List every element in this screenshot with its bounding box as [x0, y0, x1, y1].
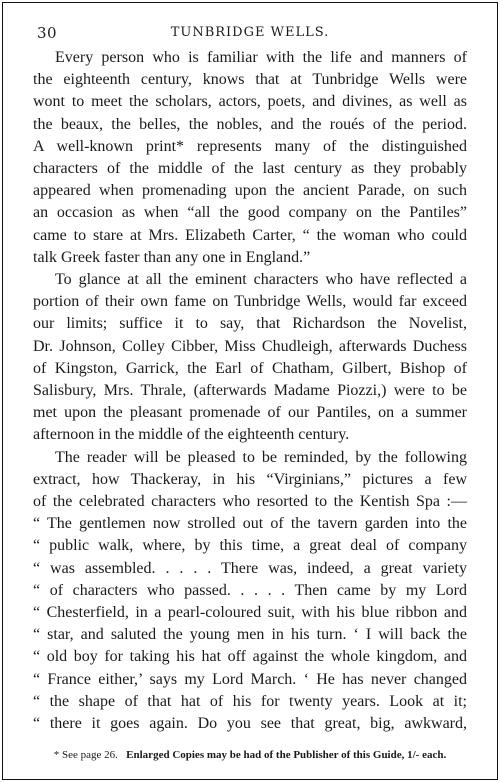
quote-line: “ France either,’ says my Lord March. ‘ He has never changed — [33, 670, 467, 688]
quote-line: “ there it goes again. Do you see that great, big, awkward, — [33, 715, 467, 733]
quote-line: “ of characters who passed. . . . . Then came by my Lord — [33, 581, 467, 599]
text-line: an occasion as when “all the good company on the Pantiles” — [33, 204, 467, 222]
text-line: afternoon in the middle of the eighteenth century. — [33, 426, 350, 444]
footnote-marker: * See page 26. — [53, 749, 118, 761]
footnote-text: Enlarged Copies may be had of the Publisher of this Guide, 1/- each. — [126, 749, 447, 761]
text-line: our limits; suffice it to say, that Richardson the Novelist, — [33, 315, 467, 333]
body-text — [33, 47, 467, 735]
text-line: To glance at all the eminent characters who have reflected a — [55, 271, 467, 289]
text-line: wont to meet the scholars, actors, poets, and divines, as well as — [33, 93, 467, 111]
footnote — [0, 749, 500, 761]
text-line: The reader will be pleased to be reminded, by the following — [55, 448, 467, 466]
text-line: met upon the pleasant promenade of our Pantiles, on a summer — [33, 404, 467, 422]
text-line: came to stare at Mrs. Elizabeth Carter, “ the woman who could — [33, 226, 467, 244]
quote-line: “ the shape of that hat of his for twenty years. Look at it; — [33, 692, 467, 710]
text-line: Dr. Johnson, Colley Cibber, Miss Chudleigh, afterwards Duchess — [33, 337, 467, 355]
text-line: talk Greek faster than any one in England.” — [33, 248, 311, 266]
text-line: of the celebrated characters who resorted to the Kentish Spa :— — [33, 493, 467, 511]
text-line: extract, how Thackeray, in his “Virginians,” pictures a few — [33, 470, 467, 488]
text-line: appeared when promenading upon the ancient Parade, on such — [33, 182, 467, 200]
quote-line: “ star, and saluted the young men in his turn. ‘ I will back the — [33, 626, 467, 644]
text-line: Salisbury, Mrs. Thrale, (afterwards Madame Piozzi,) were to be — [33, 382, 467, 400]
quote-line: “ The gentlemen now strolled out of the tavern garden into the — [33, 515, 467, 533]
running-head: TUNBRIDGE WELLS. — [170, 25, 330, 40]
text-line: A well-known print* represents many of the distinguished — [33, 137, 467, 155]
text-line: Every person who is familiar with the life and manners of — [55, 49, 467, 66]
quote-line: “ old boy for taking his hat off against the whole kingdom, and — [33, 648, 467, 666]
quote-line: “ Chesterfield, in a pearl-coloured suit, with his blue ribbon and — [33, 604, 467, 622]
quote-line: “ was assembled. . . . . There was, indeed, a great variety — [33, 559, 467, 577]
page-number: 30 — [37, 24, 58, 42]
quote-line: “ public walk, where, by this time, a great deal of company — [33, 537, 467, 555]
text-line: characters of the middle of the last century as they probably — [33, 160, 467, 178]
text-line: the beaux, the belles, the nobles, and the roués of the period. — [33, 115, 467, 133]
text-line: of Kingston, Garrick, the Earl of Chatham, Gilbert, Bishop of — [33, 359, 467, 377]
text-line: portion of their own fame on Tunbridge Wells, would far exceed — [33, 293, 467, 311]
text-line: the eighteenth century, knows that at Tunbridge Wells were — [33, 71, 467, 89]
